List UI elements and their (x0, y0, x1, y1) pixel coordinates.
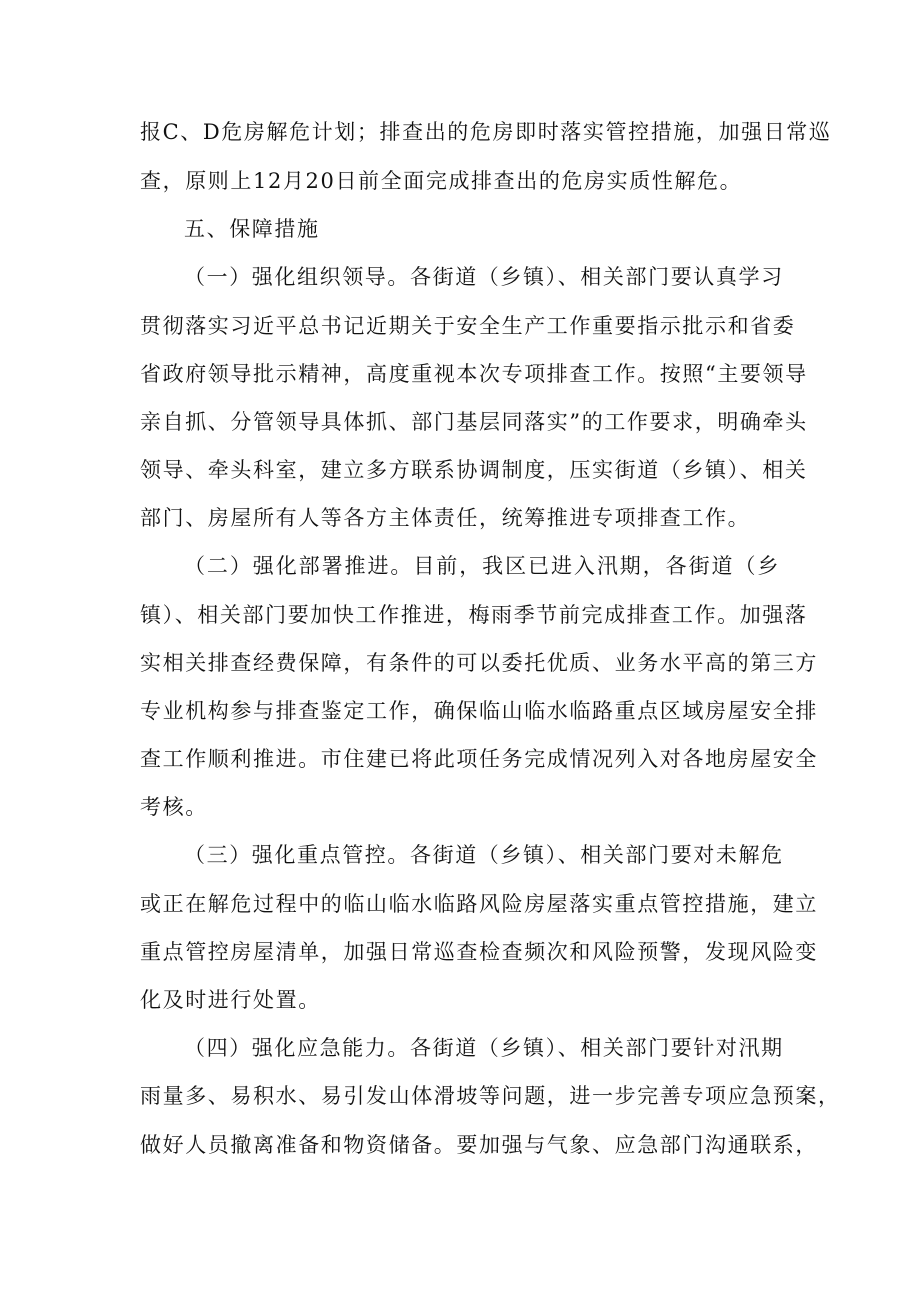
text-line: 查工作顺利推进。市住建已将此项任务完成情况列入对各地房屋安全 (140, 747, 818, 771)
text-line: （一）强化组织领导。各街道（乡镇）、相关部门要认真学习 (184, 265, 784, 289)
text-line: 镇）、相关部门要加快工作推进，梅雨季节前完成排查工作。加强落 (140, 603, 808, 627)
text-line: （二）强化部署推进。目前，我区已进入汛期，各街道（乡 (184, 554, 780, 578)
text-line: 雨量多、易积水、易引发山体滑坡等问题，进一步完善专项应急预案， (140, 1084, 841, 1108)
text-line: 或正在解危过程中的临山临水临路风险房屋落实重点管控措施，建立 (140, 892, 818, 916)
section-heading: 五、保障措施 (184, 217, 320, 241)
text-line: （四）强化应急能力。各街道（乡镇）、相关部门要针对汛期 (184, 1036, 784, 1060)
text-line: 做好人员撤离准备和物资储备。要加强与气象、应急部门沟通联系， (140, 1133, 818, 1157)
text-line: 查，原则上12月20日前全面完成排查出的危房实质性解危。 (140, 169, 743, 193)
text-line: 化及时进行处置。 (140, 988, 321, 1012)
text-line: 领导、牵头科室，建立多方联系协调制度，压实街道（乡镇）、相关 (140, 458, 808, 482)
text-line: 专业机构参与排查鉴定工作，确保临山临水临路重点区域房屋安全排 (140, 699, 818, 723)
text-line: 报C、D危房解危计划；排查出的危房即时落实管控措施，加强日常巡 (140, 120, 832, 144)
text-line: 亲自抓、分管领导具体抓、部门基层同落实”的工作要求，明确牵头 (140, 410, 808, 434)
text-line: （三）强化重点管控。各街道（乡镇）、相关部门要对未解危 (184, 843, 784, 867)
text-line: 贯彻落实习近平总书记近期关于安全生产工作重要指示批示和省委 (140, 314, 796, 338)
text-line: 重点管控房屋清单，加强日常巡查检查频次和风险预警，发现风险变 (140, 940, 818, 964)
text-line: 部门、房屋所有人等各方主体责任，统筹推进专项排查工作。 (140, 506, 751, 530)
text-line: 省政府领导批示精神，高度重视本次专项排查工作。按照“主要领导 (140, 362, 808, 386)
text-line: 考核。 (140, 795, 208, 819)
text-line: 实相关排查经费保障，有条件的可以委托优质、业务水平高的第三方 (140, 651, 818, 675)
